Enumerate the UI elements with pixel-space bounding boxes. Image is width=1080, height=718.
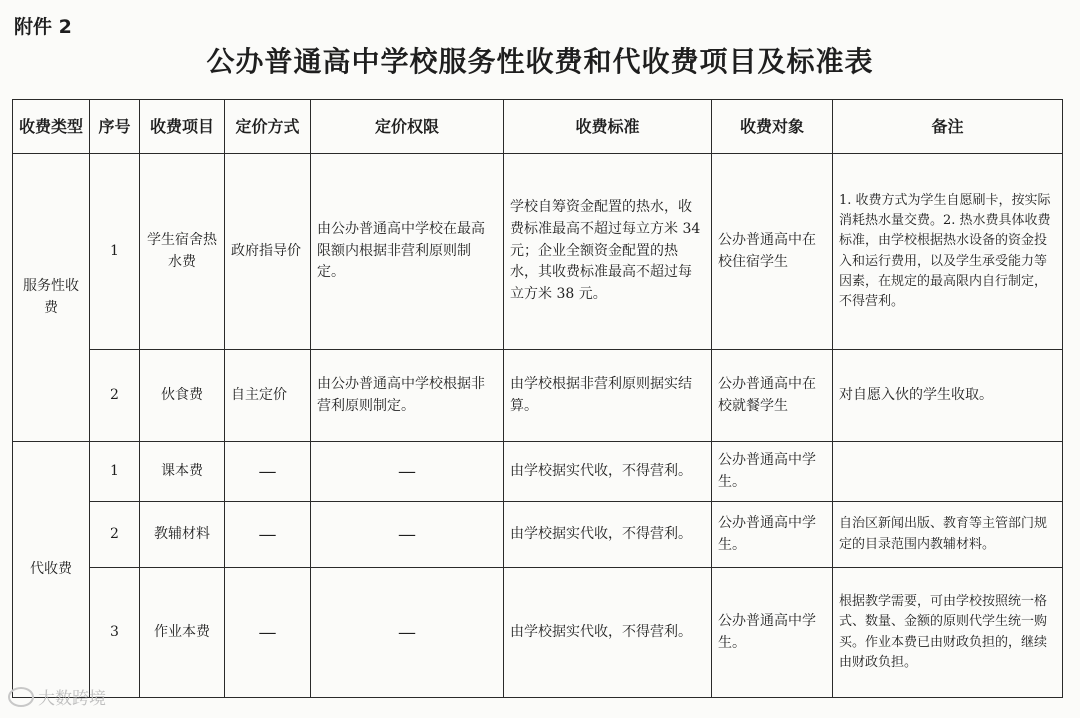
fee-standard-cell: 由学校据实代收，不得营利。 xyxy=(504,568,712,698)
table-row xyxy=(13,502,1063,568)
notes-cell: 自治区新闻出版、教育等主管部门规定的目录范围内教辅材料。 xyxy=(833,502,1063,568)
fee-target-cell: 公办普通高中学生。 xyxy=(712,502,833,568)
header-fee-standard: 收费标准 xyxy=(504,100,712,154)
attachment-label: 附件 2 xyxy=(14,16,72,38)
fee-item-cell: 课本费 xyxy=(140,442,225,502)
fee-item-cell: 伙食费 xyxy=(140,350,225,442)
fee-target-cell: 公办普通高中在校住宿学生 xyxy=(712,154,833,350)
header-fee-type: 收费类型 xyxy=(13,100,90,154)
fee-type-cell: 服务性收费 xyxy=(13,154,90,442)
table-row xyxy=(13,442,1063,502)
pricing-method-cell: 自主定价 xyxy=(225,350,311,442)
table-row xyxy=(13,568,1063,698)
notes-cell: 根据教学需要，可由学校按照统一格式、数量、金额的原则代学生统一购买。作业本费已由财政负担的，继续由财政负担。 xyxy=(833,568,1063,698)
header-seq: 序号 xyxy=(90,100,140,154)
fee-standard-cell: 由学校据实代收，不得营利。 xyxy=(504,502,712,568)
pricing-method-cell: — xyxy=(225,568,311,698)
seq-cell: 2 xyxy=(90,350,140,442)
notes-cell: 1. 收费方式为学生自愿刷卡，按实际消耗热水量交费。2. 热水费具体收费标准，由学校根据热水设备的资金投入和运行费用，以及学生承受能力等因素，在规定的最高限内自行制定，不得营利。 xyxy=(833,154,1063,350)
seq-cell: 1 xyxy=(90,154,140,350)
header-pricing-authority: 定价权限 xyxy=(311,100,504,154)
pricing-method-cell: 政府指导价 xyxy=(225,154,311,350)
notes-cell: 对自愿入伙的学生收取。 xyxy=(833,350,1063,442)
fee-item-cell: 教辅材料 xyxy=(140,502,225,568)
header-notes: 备注 xyxy=(833,100,1063,154)
fee-target-cell: 公办普通高中学生。 xyxy=(712,568,833,698)
pricing-authority-cell: 由公办普通高中学校根据非营利原则制定。 xyxy=(311,350,504,442)
watermark xyxy=(8,684,106,709)
seq-cell: 2 xyxy=(90,502,140,568)
fee-item-cell: 作业本费 xyxy=(140,568,225,698)
pricing-authority-cell: — xyxy=(311,502,504,568)
fee-standard-cell: 由学校根据非营利原则据实结算。 xyxy=(504,350,712,442)
pricing-authority-cell: — xyxy=(311,568,504,698)
fee-standard-table xyxy=(12,99,1063,698)
document-title: 公办普通高中学校服务性收费和代收费项目及标准表 xyxy=(206,45,874,78)
seq-cell: 3 xyxy=(90,568,140,698)
notes-cell xyxy=(833,442,1063,502)
fee-target-cell: 公办普通高中在校就餐学生 xyxy=(712,350,833,442)
pricing-method-cell: — xyxy=(225,502,311,568)
fee-type-cell: 代收费 xyxy=(13,442,90,698)
fee-standard-cell: 由学校据实代收，不得营利。 xyxy=(504,442,712,502)
pricing-authority-cell: 由公办普通高中学校在最高限额内根据非营利原则制定。 xyxy=(311,154,504,350)
fee-standard-cell: 学校自筹资金配置的热水，收费标准最高不超过每立方米 34 元；企业全额资金配置的热水，其收费标准最高不超过每立方米 38 元。 xyxy=(504,154,712,350)
pricing-method-cell: — xyxy=(225,442,311,502)
seq-cell: 1 xyxy=(90,442,140,502)
header-fee-item: 收费项目 xyxy=(140,100,225,154)
table-header-row xyxy=(13,100,1063,154)
fee-item-cell: 学生宿舍热水费 xyxy=(140,154,225,350)
speech-bubble-icon xyxy=(8,687,34,707)
pricing-authority-cell: — xyxy=(311,442,504,502)
fee-target-cell: 公办普通高中学生。 xyxy=(712,442,833,502)
table-row xyxy=(13,154,1063,350)
header-pricing-method: 定价方式 xyxy=(225,100,311,154)
watermark-text: 大数跨境 xyxy=(38,689,106,709)
table-row xyxy=(13,350,1063,442)
header-fee-target: 收费对象 xyxy=(712,100,833,154)
